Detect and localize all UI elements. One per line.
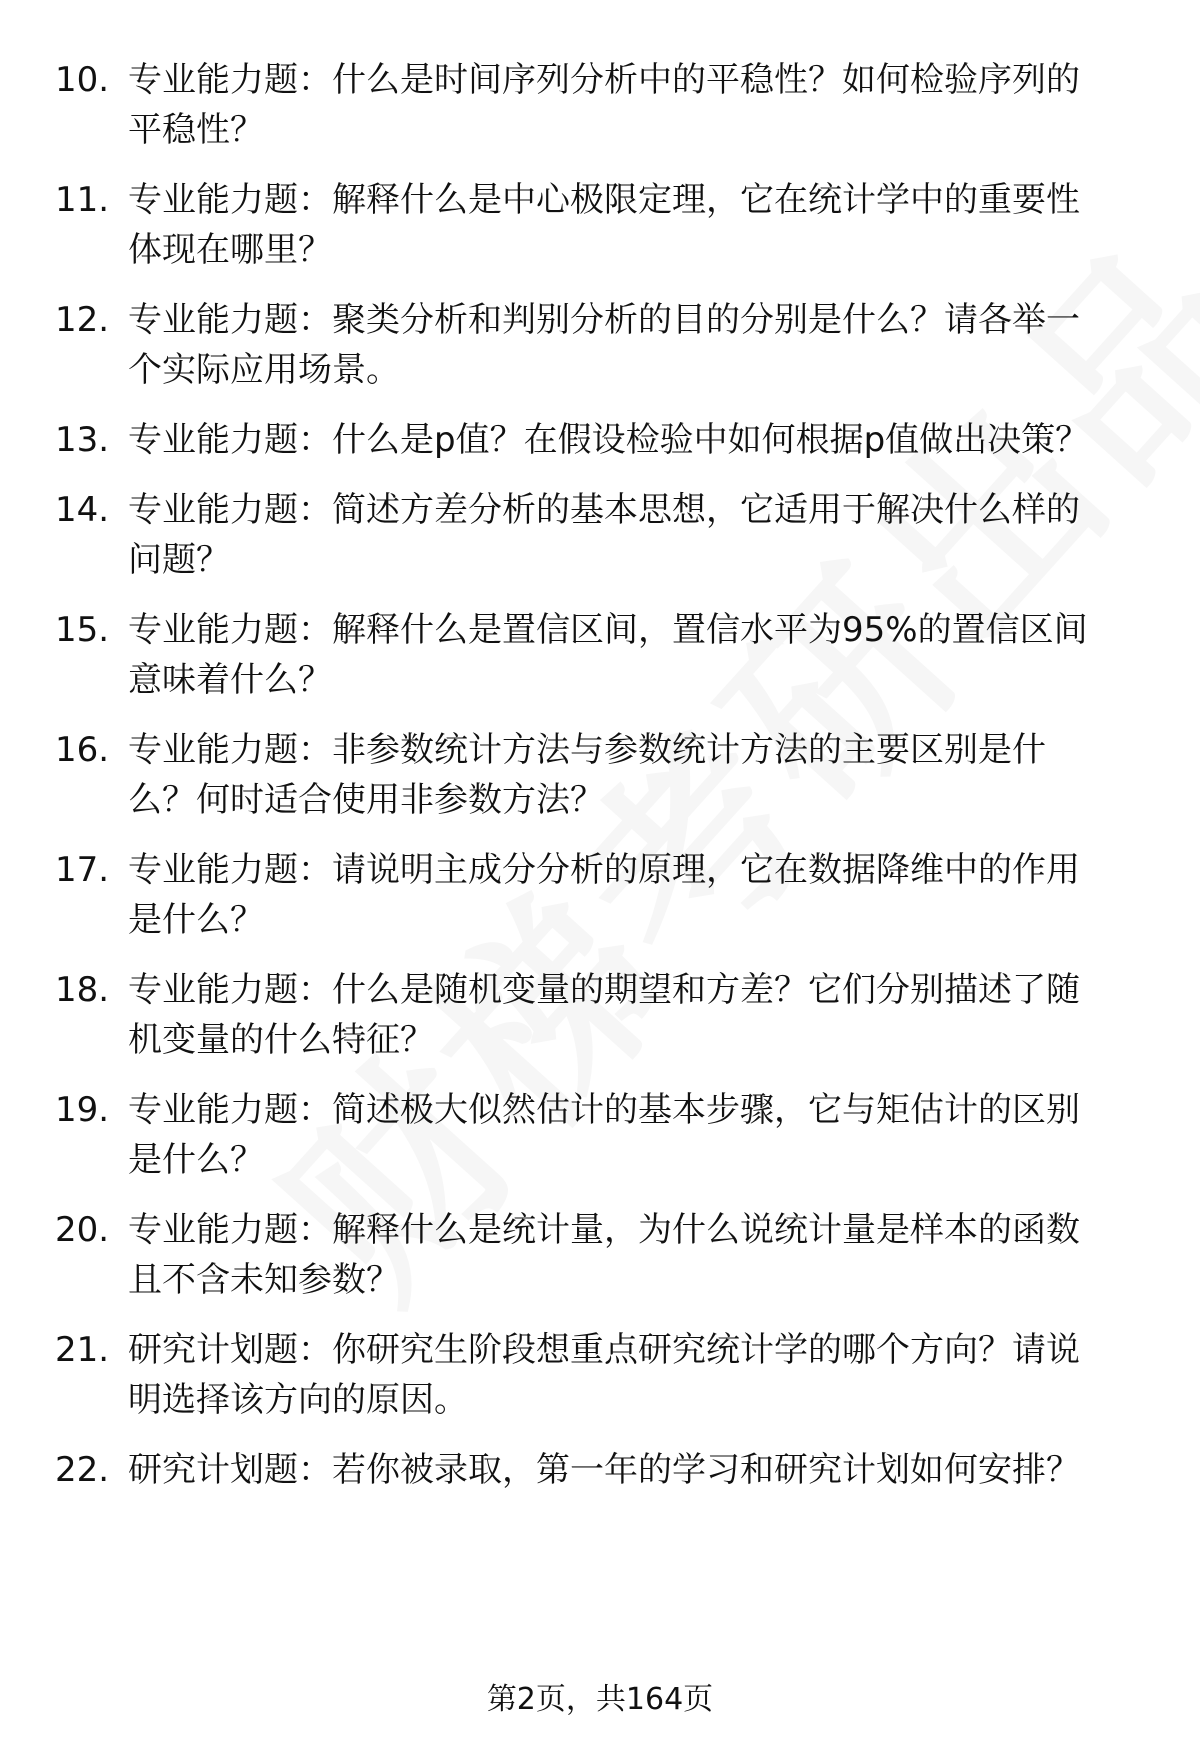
question-text-line: 专业能力题：解释什么是中心极限定理，它在统计学中的重要性 — [128, 180, 1080, 220]
page-footer: 第2页，共164页 — [486, 1682, 714, 1717]
question-text-line: 专业能力题：什么是时间序列分析中的平稳性？如何检验序列的 — [128, 60, 1080, 100]
question-text-line: 专业能力题：非参数统计方法与参数统计方法的主要区别是什 — [128, 730, 1046, 770]
question-text — [128, 725, 1148, 825]
question-text — [128, 1205, 1148, 1305]
question-number: 20. — [55, 1210, 110, 1250]
question-text-line: 明选择该方向的原因。 — [128, 1380, 468, 1420]
question-text-line: 研究计划题：若你被录取，第一年的学习和研究计划如何安排？ — [128, 1450, 1080, 1490]
question-text — [128, 1445, 1148, 1495]
question-text-line: 且不含未知参数？ — [128, 1260, 400, 1300]
question-number: 16. — [55, 730, 110, 770]
question-number: 15. — [55, 610, 110, 650]
question-text-line: 专业能力题：解释什么是置信区间，置信水平为95%的置信区间 — [128, 610, 1088, 650]
question-text — [128, 485, 1148, 585]
question-text-line: 意味着什么？ — [128, 660, 332, 700]
question-text — [128, 845, 1148, 945]
question-text-line: 专业能力题：聚类分析和判别分析的目的分别是什么？请各举一 — [128, 300, 1080, 340]
question-number: 14. — [55, 490, 110, 530]
question-number: 11. — [55, 180, 110, 220]
question-text-line: 是什么？ — [128, 1140, 264, 1180]
question-number: 19. — [55, 1090, 110, 1130]
question-text-line: 研究计划题：你研究生阶段想重点研究统计学的哪个方向？请说 — [128, 1330, 1080, 1370]
question-number: 22. — [55, 1450, 110, 1490]
question-text — [128, 175, 1148, 275]
question-text-line: 是什么？ — [128, 900, 264, 940]
question-text-line: 专业能力题：简述极大似然估计的基本步骤，它与矩估计的区别 — [128, 1090, 1080, 1130]
question-number: 13. — [55, 420, 110, 460]
question-text-line: 专业能力题：简述方差分析的基本思想，它适用于解决什么样的 — [128, 490, 1080, 530]
question-text-line: 专业能力题：什么是随机变量的期望和方差？它们分别描述了随 — [128, 970, 1080, 1010]
question-number: 21. — [55, 1330, 110, 1370]
question-number: 12. — [55, 300, 110, 340]
question-text — [128, 415, 1148, 465]
question-text-line: 机变量的什么特征？ — [128, 1020, 434, 1060]
question-text-line: 么？何时适合使用非参数方法？ — [128, 780, 604, 820]
question-text — [128, 1085, 1148, 1185]
question-text-line: 体现在哪里？ — [128, 230, 332, 270]
question-number: 17. — [55, 850, 110, 890]
question-text-line: 专业能力题：什么是p值？在假设检验中如何根据p值做出决策？ — [128, 420, 1090, 460]
question-text — [128, 1325, 1148, 1425]
question-text — [128, 55, 1148, 155]
question-text-line: 专业能力题：解释什么是统计量，为什么说统计量是样本的函数 — [128, 1210, 1080, 1250]
question-text-line: 专业能力题：请说明主成分分析的原理，它在数据降维中的作用 — [128, 850, 1080, 890]
question-text — [128, 295, 1148, 395]
question-number: 10. — [55, 60, 110, 100]
question-text-line: 问题？ — [128, 540, 230, 580]
question-text-line: 平稳性？ — [128, 110, 264, 150]
question-text-line: 个实际应用场景。 — [128, 350, 400, 390]
question-text — [128, 965, 1148, 1065]
question-number: 18. — [55, 970, 110, 1010]
question-text — [128, 605, 1148, 705]
